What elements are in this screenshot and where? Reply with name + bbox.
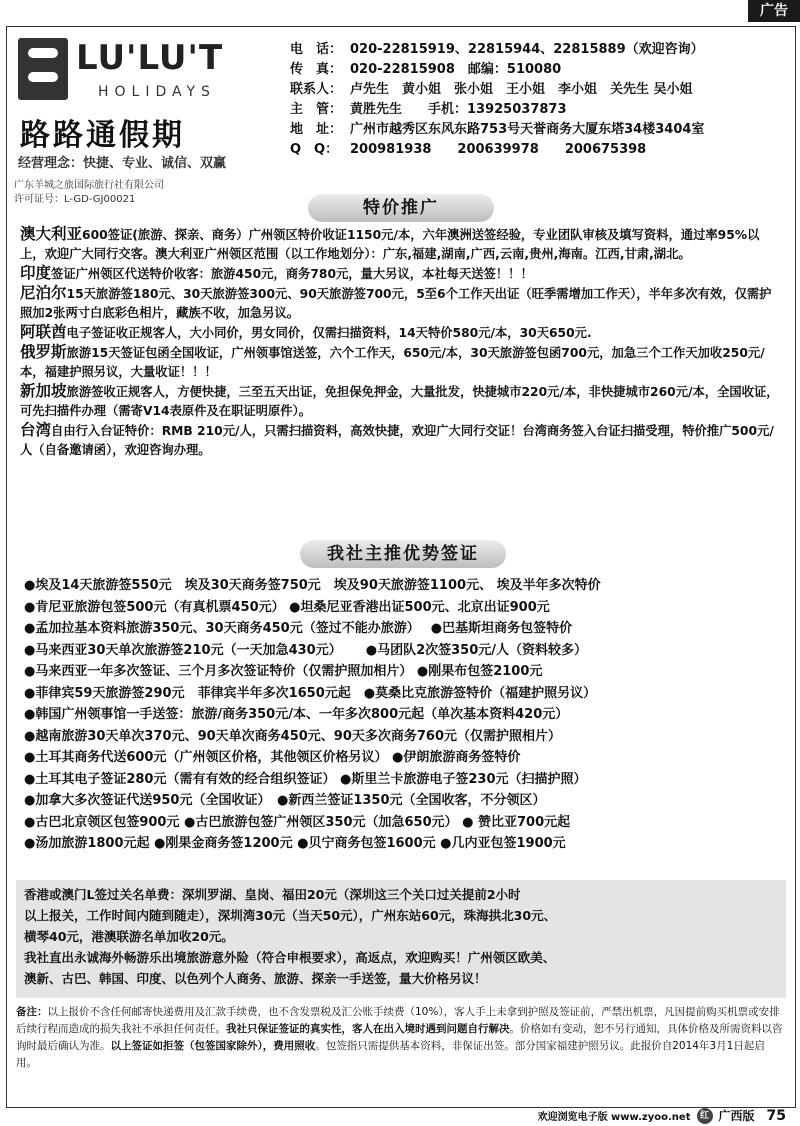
visa-line: ●肯尼亚旅游包签500元（有真机票450元） ●坦桑尼亚香港出证500元、北京出证900元: [24, 599, 550, 615]
promo-item: 澳大利亚600签证(旅游、探亲、商务）广州领区特价收证1150元/本，六年澳洲送签经验，专业团队审核及填写资料，通过率95%以上，欢迎广大同行交客。澳大利亚广州领区范围（以工作地划分）：广东,福建,湖南,广西,云南,贵州,海南。江西,甘肃,湖北。: [20, 225, 760, 261]
section-title-special-offers: 特价推广: [308, 194, 494, 222]
license-number: 许可证号：L-GD-GJ00021: [14, 194, 136, 205]
contact-row: 电 话： 020-22815919、22815944、22815889（欢迎咨询）: [290, 42, 704, 57]
contact-row: Q Q： 200981938 200639978 200675398: [290, 142, 647, 157]
contact-row: 联系人： 卢先生 黄小姐 张小姐 王小姐 李小姐 关先生 吴小姐: [290, 82, 693, 97]
notes-bold: 以上签证如拒签（包签国家除外），费用照收: [110, 1040, 316, 1052]
promo-item: 印度签证广州领区代送特价收客：旅游450元，商务780元，量大另议，本社每天送签！！！: [20, 264, 533, 282]
visa-list: [24, 575, 784, 855]
promo-list: [20, 225, 782, 460]
hk-line: 以上报关，工作时间内随到随走），深圳湾30元（当天50元），广州东站60元，珠海拱北30元、: [24, 908, 557, 923]
promo-item: 新加坡旅游签收正规客人，方便快捷，三至五天出证，免担保免押金，大量批发，快捷城市220元/本，非快捷城市260元/本，全国收证，可先扫描件办理（需寄V14表原件及在职证明原件）。: [20, 382, 779, 418]
visa-line: ●汤加旅游1800元起 ●刚果金商务签1200元 ●贝宁商务包签1600元 ●几内亚包签1900元: [24, 836, 566, 851]
company-logo: [14, 30, 264, 190]
visa-line: ●韩国广州领事馆一手送签：旅游/商务350元/本、一年多次800元起（单次基本资料420元）: [24, 707, 569, 722]
contact-info: [290, 40, 790, 160]
visa-line: ●孟加拉基本资料旅游350元、30天商务450元（签过不能办旅游） ●巴基斯坦商务包签特价: [24, 621, 573, 636]
footer-website: 欢迎浏览电子版 www.zyoo.net: [537, 1112, 691, 1123]
notes-text: 。包签指只需提供基本资料，非保证出签。部分国家福建护照另议。此报价自2014年3月1日起启用。: [16, 1040, 765, 1069]
hk-line: 横琴40元，港澳联游名单加收20元。: [24, 929, 234, 944]
company-name: 广东羊城之旅国际旅行社有限公司: [14, 180, 164, 191]
notes-text: 以上报价不含任何邮寄快递费用及汇款手续费，也不含发票税及汇公账手续费（10%），客人手上未拿到护照及签证前，严禁出机票，凡因提前购买机票或安排后续行程而造成的损失我社不承担任何责任。: [16, 1006, 780, 1035]
notes-bold: 我社只保证签证的真实性，客人在出入境时遇到问题自行解决: [226, 1023, 510, 1035]
logo-mark-icon: [18, 38, 68, 100]
promo-item: 俄罗斯旅游15天签证包函全国收证，广州领事馆送签，六个工作天，650元/本，30天旅游签包函700元，加急三个工作天加收250元/本，福建护照另议，大量收证！！！: [20, 343, 765, 379]
footer-badge-icon: 红: [697, 1108, 713, 1124]
visa-line: ●古巴北京领区包签900元 ●古巴旅游包签广州领区350元（加急650元） ● 赞比亚700元起: [24, 814, 571, 830]
footer-edition: 广西版: [718, 1109, 755, 1123]
logo-english: LU'LU'T: [76, 38, 224, 78]
promo-item: 阿联酋电子签证收正规客人，大小同价，男女同价，仅需扫描资料，14天特价580元/本，30天650元.: [20, 323, 592, 341]
visa-line: ●越南旅游30天单次370元、90天单次商务450元、90天多次商务760元（仅需护照相片）: [24, 728, 562, 744]
ad-tag: 广告: [748, 0, 800, 22]
page-footer: [538, 1107, 786, 1124]
hk-line: 我社直出永诚海外畅游乐出境旅游意外险（符合申根要求），高返点，欢迎购买！广州领区欧美、: [24, 950, 556, 965]
promo-item: 尼泊尔15天旅游签180元、30天旅游签300元、90天旅游签700元，5至6个工作天出证（旺季需增加工作天），半年多次有效，仅需护照加2张两寸白底彩色相片，藏族不收，加急另议。: [20, 284, 772, 320]
logo-chinese: 路路通假期: [20, 118, 185, 153]
visa-line: ●菲律宾59天旅游签290元 菲律宾半年多次1650元起 ●莫桑比克旅游签特价（福建护照另议）: [24, 685, 597, 701]
notes: [16, 1004, 784, 1072]
page-number: 75: [766, 1107, 786, 1124]
visa-line: ●加拿大多次签证代送950元（全国收证） ●新西兰签证1350元（全国收客，不分领区）: [24, 793, 546, 808]
hk-line: 澳新、古巴、韩国、印度、以色列个人商务、旅游、探亲一手送签，量大价格另议！: [24, 971, 487, 986]
section-title-featured-visas: 我社主推优势签证: [300, 540, 506, 568]
visa-line: ●土耳其商务代送600元（广州领区价格，其他领区价格另议） ●伊朗旅游商务签特价: [24, 750, 521, 765]
contact-row: 传 真： 020-22815908 邮编：510080: [290, 62, 562, 77]
visa-line: ●埃及14天旅游签550元 埃及30天商务签750元 埃及90天旅游签1100元、 埃及半年多次特价: [24, 578, 601, 593]
visa-line: ●马来西亚30天单次旅游签210元（一天加急430元） ●马团队2次签350元/人（资料较多）: [24, 642, 588, 658]
logo-subtitle: HOLIDAYS: [98, 84, 216, 100]
business-motto: 经营理念：快捷、专业、诚信、双赢: [18, 156, 227, 171]
notes-text: 。价格如有变动，恕不另行通知，具体价格及所需资料以咨询时最后确认为准。: [16, 1023, 783, 1052]
hk-macau-box: [16, 880, 786, 998]
notes-label: 备注：: [16, 1006, 48, 1018]
contact-row: 地 址： 广州市越秀区东风东路753号天誉商务大厦东塔34楼3404室: [290, 122, 705, 137]
visa-line: ●马来西亚一年多次签证、三个月多次签证特价（仅需护照加相片） ●刚果布包签2100元: [24, 664, 543, 679]
hk-line: 香港或澳门L签过关名单费：深圳罗湖、皇岗、福田20元（深圳这三个关口过关提前2小时: [24, 887, 521, 902]
visa-line: ●土耳其电子签证280元（需有有效的经合组织签证） ●斯里兰卡旅游电子签230元（扫描护照）: [24, 771, 587, 787]
promo-item: 台湾自由行入台证特价：RMB 210元/人，只需扫描资料，高效快捷，欢迎广大同行交证！台湾商务签入台证扫描受理，特价推广500元/人（自备邀请函），欢迎咨询办理。: [20, 421, 774, 457]
contact-row: 主 管： 黄胜先生 手机：13925037873: [290, 102, 567, 117]
